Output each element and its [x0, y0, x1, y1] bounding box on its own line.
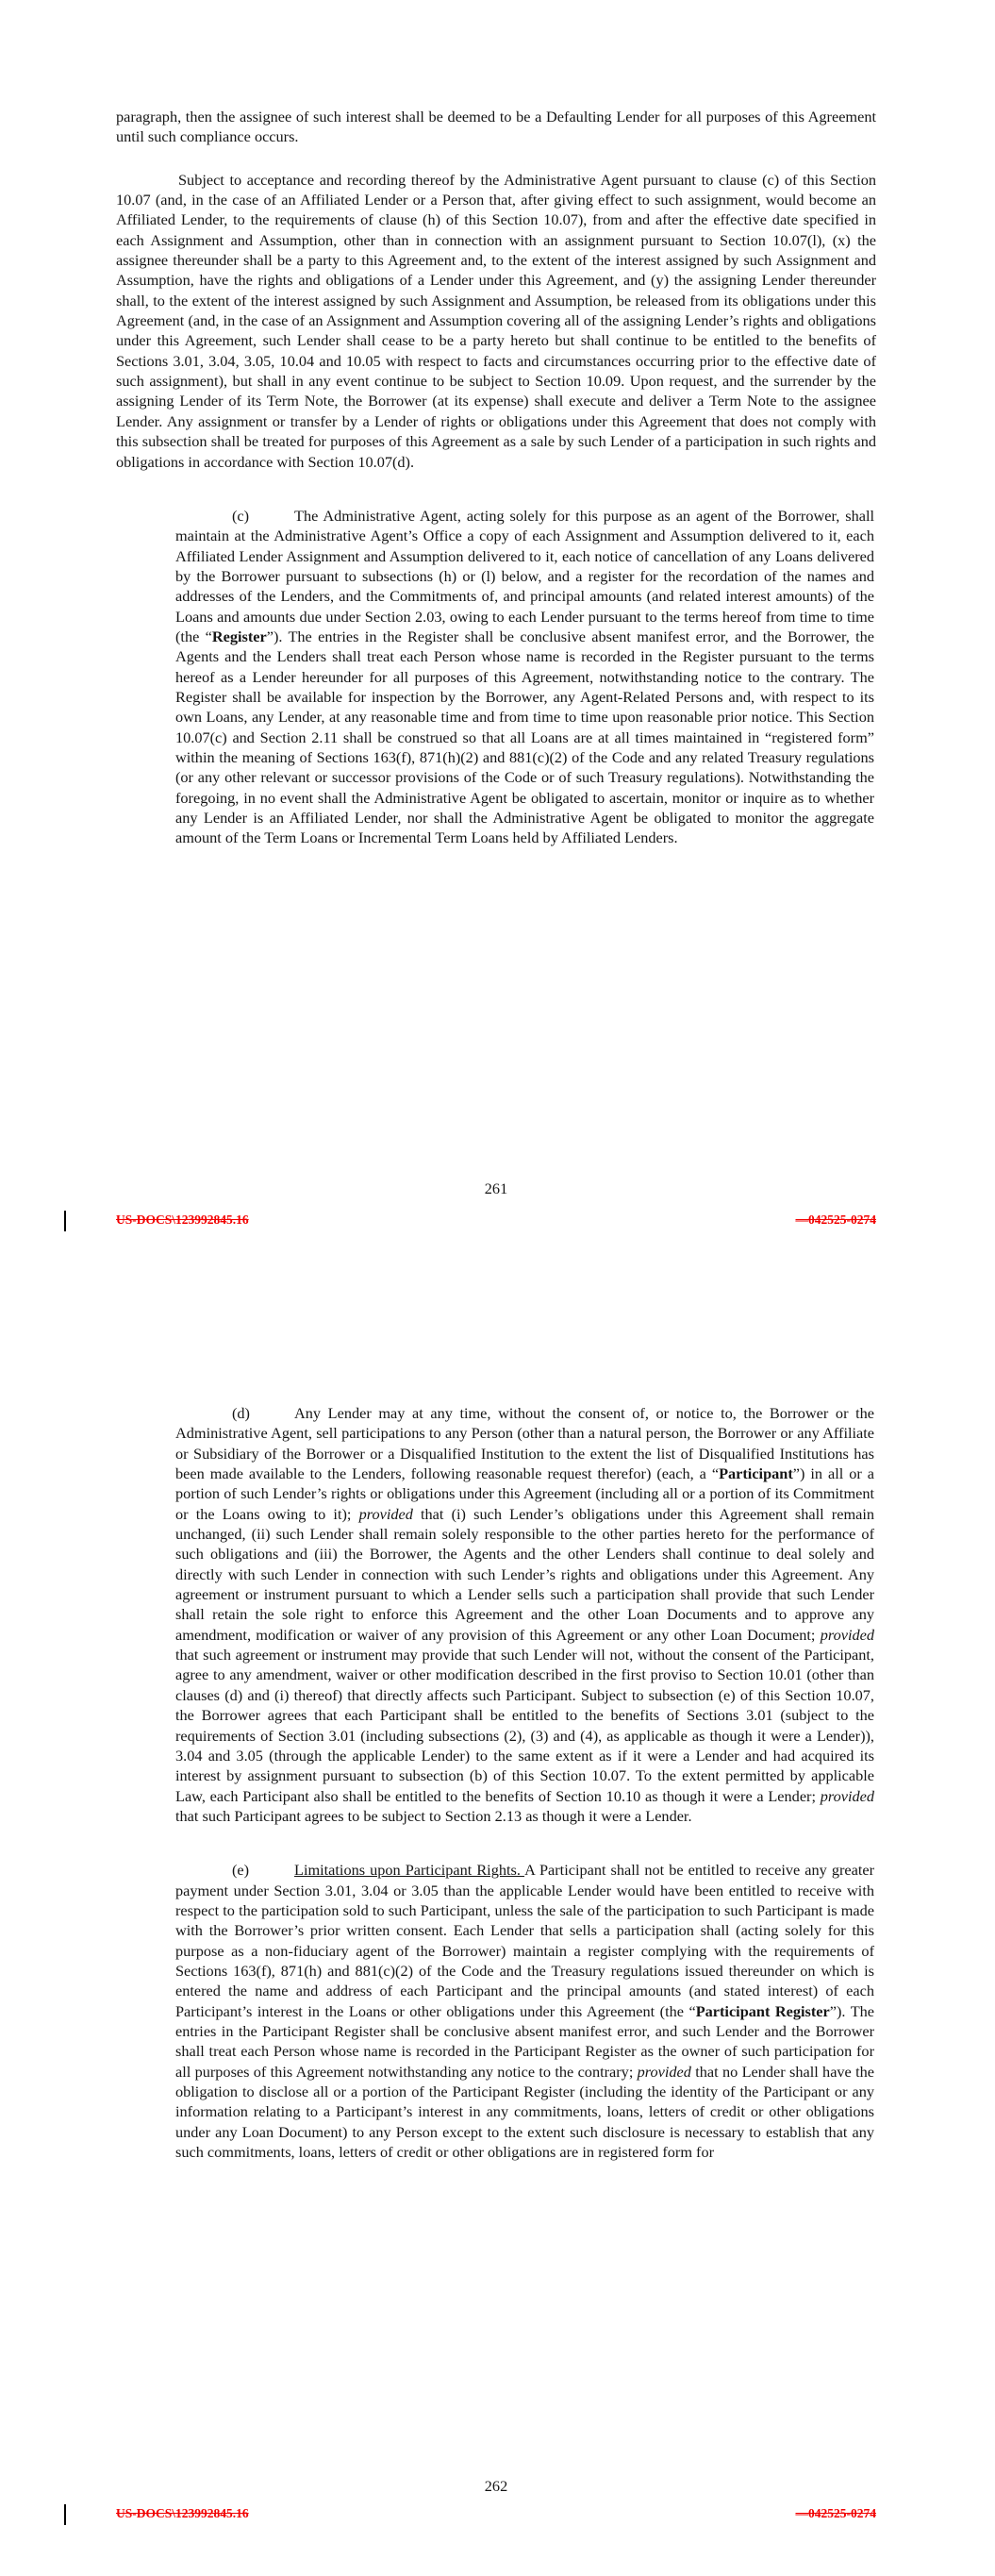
paragraph-c-label: (c) [232, 506, 250, 525]
document-page-262 [0, 1288, 995, 2576]
footer-matter-number: —042525-0274 [795, 2506, 876, 2520]
paragraph-continuation: paragraph, then the assignee of such interest shall be deemed to be a Defaulting Lender for all purposes of this Agreement until such compliance occurs. [116, 108, 876, 146]
footer-doc-id: US-DOCS\123992845.16 [116, 2506, 249, 2520]
page-number: 262 [484, 2477, 508, 2495]
paragraph-d-label: (d) [232, 1404, 250, 1422]
paragraph-c: (c) The Administrative Agent, acting solely for this purpose as an agent of the Borrower, shall maintain at the Administrative Agent’s Office a copy of each Assignment and Assumption delivered to it, each Affiliated Lender Assignment and Assumption delivered to it, each notice of cancellation of any Loans delivered by the Borrower pursuant to subsections (h) or (l) below, and a register for the recordation of the names and addresses of the Lenders, and the Commitments of, and principal amounts (and related interest amounts) of the Loans and amounts due under Section 2.03, owing to each Lender pursuant to the terms hereof from time to time (the “Register”). The entries in the Register shall be conclusive absent manifest error, and the Borrower, the Agents and the Lenders shall treat each Person whose name is recorded in the Register pursuant to the terms hereof as a Lender hereunder for all purposes of this Agreement, notwithstanding notice to the contrary. The Register shall be available for inspection by the Borrower, any Agent-Related Persons and, with respect to its own Loans, any Lender, at any reasonable time and from time to time upon reasonable prior notice. This Section 10.07(c) and Section 2.11 shall be construed so that all Loans are at all times maintained in “registered form” within the meaning of Sections 163(f), 871(h)(2) and 881(c)(2) of the Code and any related Treasury regulations (or any other relevant or successor provisions of the Code or of such Treasury regulations). Notwithstanding the foregoing, in no event shall the Administrative Agent be obligated to ascertain, monitor or inquire as to whether any Lender is an Affiliated Lender, nor shall the Administrative Agent be obligated to monitor the aggregate amount of the Term Loans or Incremental Term Loans held by Affiliated Lenders. [175, 506, 875, 847]
page-footer [116, 2505, 876, 2522]
paragraph-e: (e) Limitations upon Participant Rights. A Participant shall not be entitled to receive any greater payment under Section 3.01, 3.04 or 3.05 than the applicable Lender would have been entitled to receive with respect to the participation sold to such Participant, unless the sale of the participation to such Participant is made with the Borrower’s prior written consent. Each Lender that sells a participation shall (acting solely for this purpose as a non-fiduciary agent of the Borrower) maintain a register complying with the requirements of Sections 163(f), 871(h) and 881(c)(2) of the Code and the Treasury regulations issued thereunder on which is entered the name and address of each Participant and the principal amounts (and stated interest) of each Participant’s interest in the Loans or other obligations under this Agreement (the “Participant Register”). The entries in the Participant Register shall be conclusive absent manifest error, and such Lender and the Borrower shall treat each Person whose name is recorded in the Participant Register as the owner of such participation for all purposes of this Agreement notwithstanding any notice to the contrary; provided that no Lender shall have the obligation to disclose all or a portion of the Participant Register (including the identity of the Participant or any information relating to a Participant’s interest in any commitments, loans, letters of credit or other obligations under any Loan Document) to any Person except to the extent such disclosure is necessary to establish that any such commitments, loans, letters of credit or other obligations are in registered form for [175, 1861, 875, 2162]
page-number: 261 [484, 1179, 508, 1197]
paragraph-d: (d) Any Lender may at any time, without the consent of, or notice to, the Borrower or the Administrative Agent, sell participations to any Person (other than a natural person, the Borrower or any Affiliate or Subsidiary of the Borrower or a Disqualified Institution to the extent the list of Disqualified Institutions has been made available to the Lenders, following reasonable request therefor) (each, a “Participant”) in all or a portion of such Lender’s rights or obligations under this Agreement (including all or a portion of its Commitment or the Loans owing to it); provided that (i) such Lender’s obligations under this Agreement shall remain unchanged, (ii) such Lender shall remain solely responsible to the other parties hereto for the performance of such obligations and (iii) the Borrower, the Agents and the other Lenders shall continue to deal solely and directly with such Lender in connection with such Lender’s rights and obligations under this Agreement. Any agreement or instrument pursuant to which a Lender sells such a participation shall provide that such Lender shall retain the sole right to enforce this Agreement and the other Loan Documents and to approve any amendment, modification or waiver of any provision of this Agreement or any other Loan Document; provided that such agreement or instrument may provide that such Lender will not, without the consent of the Participant, agree to any amendment, waiver or other modification described in the first proviso to Section 10.01 (other than clauses (d) and (i) thereof) that directly affects such Participant. Subject to subsection (e) of this Section 10.07, the Borrower agrees that each Participant shall be entitled to the benefits of Sections 3.01 (subject to the requirements of Section 3.01 (including subsections (2), (3) and (4), as applicable as though it were a Lender)), 3.04 and 3.05 (through the applicable Lender) to the same extent as if it were a Lender and had acquired its interest by assignment pursuant to subsection (b) of this Section 10.07. To the extent permitted by applicable Law, each Participant also shall be entitled to the benefits of Section 10.10 as though it were a Lender; provided that such Participant agrees to be subject to Section 2.13 as though it were a Lender. [175, 1404, 874, 1825]
page-footer [116, 1212, 876, 1229]
footer-matter-number: —042525-0274 [795, 1213, 876, 1227]
paragraph-subject-to-acceptance: Subject to acceptance and recording thereof by the Administrative Agent pursuant to clause (c) of this Section 10.07 (and, in the case of an Affiliated Lender or a Person that, after giving effect to such assignment, would become an Affiliated Lender, to the requirements of clause (h) of this Section 10.07), from and after the effective date specified in each Assignment and Assumption, other than in connection with an assignment pursuant to Section 10.07(l), (x) the assignee thereunder shall be a party to this Agreement and, to the extent of the interest assigned by such Assignment and Assumption, have the rights and obligations of a Lender under this Agreement, and (y) the assigning Lender thereunder shall, to the extent of the interest assigned by such Assignment and Assumption, be released from its obligations under this Agreement (and, in the case of an Assignment and Assumption covering all of the assigning Lender’s rights and obligations under this Agreement, such Lender shall cease to be a party hereto but shall continue to be entitled to the benefits of Sections 3.01, 3.04, 3.05, 10.04 and 10.05 with respect to facts and circumstances occurring prior to the effective date of such assignment), but shall in any event continue to be subject to Section 10.09. Upon request, and the surrender by the assigning Lender of its Term Note, the Borrower (at its expense) shall execute and deliver a Term Note to the assignee Lender. Any assignment or transfer by a Lender of rights or obligations under this Agreement that does not comply with this subsection shall be treated for purposes of this Agreement as a sale by such Lender of a participation in such rights and obligations in accordance with Section 10.07(d). [116, 170, 876, 471]
footer-doc-id: US-DOCS\123992845.16 [116, 1213, 249, 1227]
paragraph-e-label: (e) [232, 1861, 250, 1880]
change-bar [64, 1211, 66, 1231]
page-262-body [116, 1403, 876, 2162]
page-261-body [116, 107, 876, 848]
change-bar [64, 2504, 66, 2525]
